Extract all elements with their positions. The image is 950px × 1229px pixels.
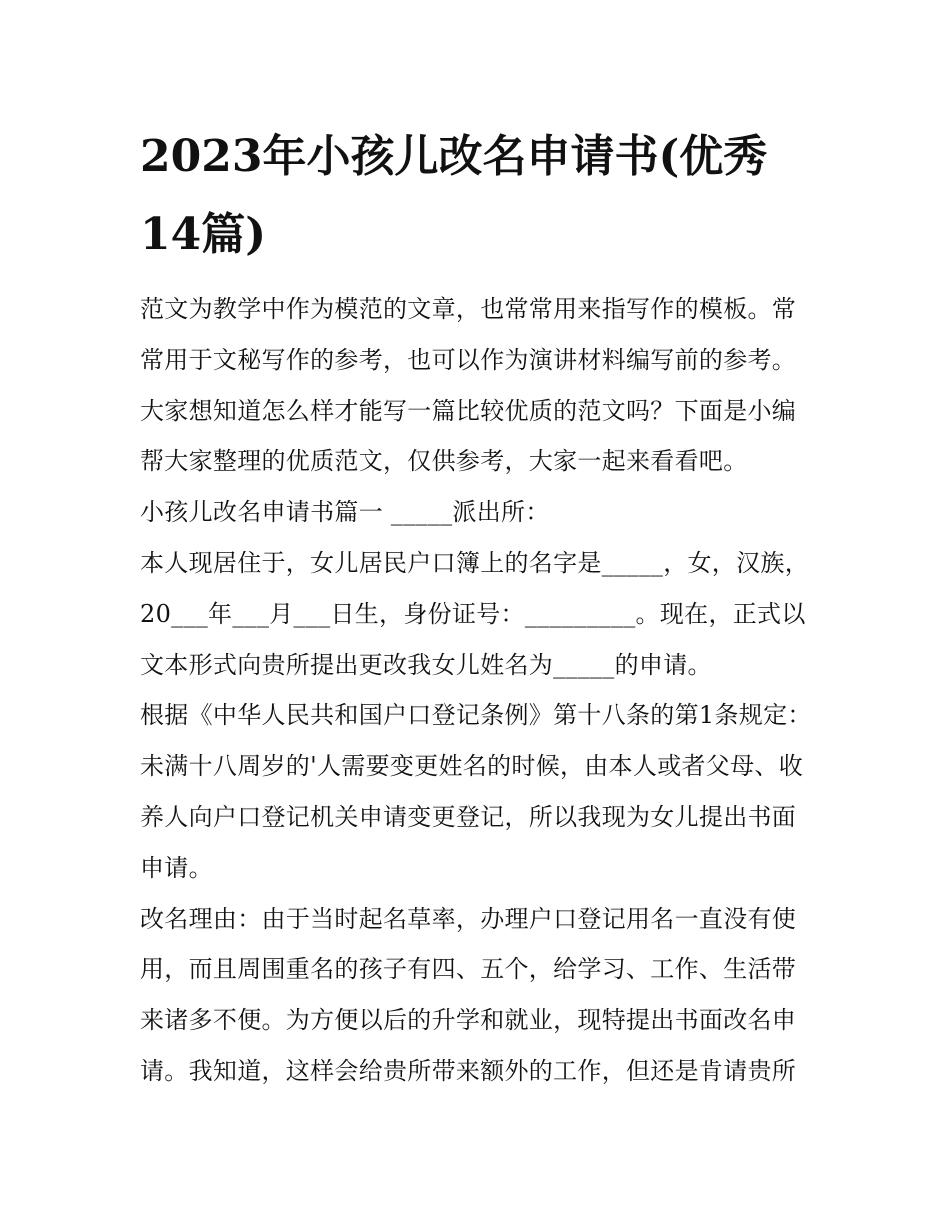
paragraph-statement: 本人现居住于，女儿居民户口簿上的名字是_____，女，汉族，20___年___月___日生，身份证号：_________。现在，正式以文本形式向贵所提出更改我女儿姓名为_____的申请。 <box>140 548 809 679</box>
paragraph-reason: 改名理由：由于当时起名草率，办理户口登记用名一直没有使用，而且周围重名的孩子有四、五个，给学习、工作、生活带来诸多不便。为方便以后的升学和就业，现特提出书面改名申请。我知道，这样会给贵所带来额外的工作，但还是肯请贵所 <box>140 904 797 1085</box>
paragraph-heading: 小孩儿改名申请书篇一 _____派出所： <box>140 498 550 527</box>
document-body <box>140 118 820 1097</box>
paragraph-intro: 范文为教学中作为模范的文章，也常常用来指写作的模板。常常用于文秘写作的参考，也可以作为演讲材料编写前的参考。大家想知道怎么样才能写一篇比较优质的范文吗？下面是小编帮大家整理的优质范文，仅供参考，大家一起来看看吧。 <box>140 295 797 476</box>
paragraph-legal-basis: 根据《中华人民共和国户口登记条例》第十八条的第1条规定：未满十八周岁的'人需要变更姓名的时候，由本人或者父母、收养人向户口登记机关申请变更登记，所以我现为女儿提出书面申请。 <box>140 701 812 882</box>
document-title: 2023年小孩儿改名申请书(优秀14篇) <box>140 131 768 260</box>
